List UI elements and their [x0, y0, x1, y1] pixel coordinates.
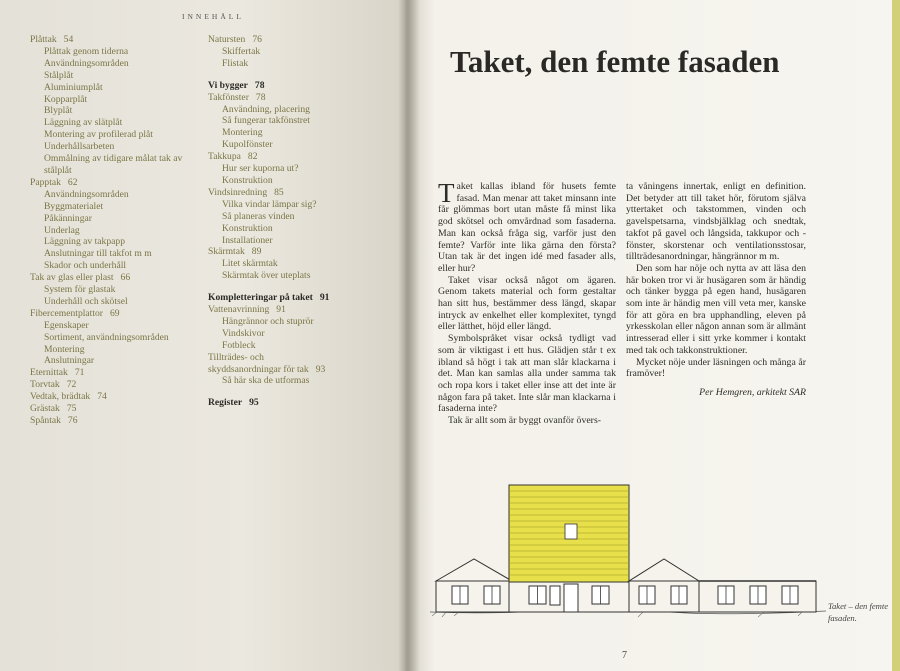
toc-entry	[30, 34, 200, 46]
toc-entry-label: skyddsanordningar för tak	[208, 363, 309, 375]
toc-entry-label: Läggning av takpapp	[44, 236, 125, 248]
toc-entry	[208, 258, 388, 270]
toc-entry-label: Kupolfönster	[222, 139, 273, 151]
toc-entry	[208, 292, 388, 304]
paragraph: Symbolspråket visar också tydligt vad som är viktigast i ett hus. Glädjen står t ex ibland så högt i tak att man slår klackarna i det. Man kan samlas alla under samma tak och ropa kors i taket eller inse att det inte är någon fara på taket. Inte slår man klackarna i fasaderna inte?	[438, 333, 616, 415]
toc-entry	[30, 153, 200, 165]
body-column-1	[438, 178, 616, 427]
toc-entry	[30, 225, 200, 237]
toc-entry	[208, 80, 388, 92]
toc-entry-label: Vi bygger	[208, 79, 248, 91]
toc-entry	[208, 364, 388, 376]
toc-entry-label: Ommålning av tidigare målat tak av	[44, 153, 183, 165]
toc-entry-label: Underhåll och skötsel	[44, 295, 128, 307]
toc-entry-page: 76	[252, 34, 262, 45]
running-head: INNEHÅLL	[182, 12, 244, 21]
toc-entry-label: Plåttak	[30, 34, 57, 45]
toc-entry-page: 62	[67, 176, 78, 188]
toc-entry-label: Eternittak	[30, 367, 68, 379]
toc-entry-label: Skärmtak	[208, 246, 245, 258]
toc-entry-page: 93	[315, 363, 326, 375]
body-column-2	[626, 181, 806, 399]
toc-entry-label: Torvtak	[30, 379, 60, 391]
toc-entry	[30, 320, 200, 332]
toc-entry-label: Register	[208, 397, 243, 409]
toc-entry	[208, 151, 388, 163]
toc-entry	[208, 46, 388, 58]
toc-entry-label: Läggning av slätplåt	[44, 117, 123, 129]
toc-entry-label: Takfönster	[208, 91, 249, 103]
toc-entry-page: 95	[249, 397, 259, 409]
toc-entry	[208, 58, 388, 70]
page-number: 7	[622, 650, 627, 661]
toc-entry-label: Så planeras vinden	[222, 210, 295, 222]
toc-entry-label: Spåntak	[30, 415, 61, 426]
toc-entry-page: 91	[276, 304, 286, 316]
toc-column-2	[208, 34, 388, 409]
toc-entry-label: Användningsområden	[44, 188, 129, 200]
toc-entry-label: Grästak	[30, 403, 60, 415]
toc-entry	[30, 129, 200, 141]
paragraph: Den som har nöje och nytta av att läsa den här boken tror vi är husägaren som är händig och tänker bygga på egen hand, husägaren som inte är händig men vill veta mer, kanske för att göra en bra upphandling, eleven på yrkesskolan eller någon annan som är allmänt intresserad eller i sitt yrke kommer i kontakt med tak och takkonstruktioner.	[626, 262, 806, 356]
toc-entry-label: Skiffertak	[222, 45, 261, 57]
toc-entry-label: Anslutningar	[44, 355, 95, 367]
toc-entry-label: Litet skärmtak	[222, 258, 278, 270]
toc-entry-page: 78	[255, 91, 266, 103]
toc-entry-page: 82	[247, 151, 258, 163]
toc-entry	[30, 58, 200, 70]
toc-entry-page: 74	[97, 391, 107, 403]
toc-entry	[30, 189, 200, 201]
toc-entry	[30, 355, 200, 367]
toc-entry	[208, 104, 388, 116]
toc-entry-label: Skärmtak över uteplats	[222, 270, 311, 282]
toc-entry-label: Konstruktion	[222, 222, 273, 234]
toc-entry	[208, 199, 388, 211]
page-edge	[892, 0, 900, 671]
toc-entry-label: Byggmaterialet	[44, 200, 104, 212]
toc-entry	[208, 223, 388, 235]
toc-entry	[30, 296, 200, 308]
toc-entry-label: Vindskivor	[222, 327, 265, 339]
toc-entry	[30, 236, 200, 248]
toc-entry	[208, 270, 388, 282]
toc-entry-page: 54	[63, 34, 74, 45]
toc-entry-label: Användningsområden	[44, 57, 129, 69]
toc-entry-label: Montering	[222, 127, 263, 139]
illustration-caption: Taket – den femte fasaden.	[828, 601, 889, 623]
toc-entry-label: Kopparplåt	[44, 93, 88, 105]
toc-entry-page: 71	[74, 367, 85, 379]
toc-entry	[208, 352, 388, 364]
toc-entry	[30, 213, 200, 225]
toc-entry-label: Så fungerar takfönstret	[222, 115, 310, 127]
toc-entry-label: Aluminiumplåt	[44, 81, 103, 93]
toc-entry-page: 91	[319, 292, 330, 304]
toc-entry-label: Vindsinredning	[208, 186, 268, 198]
toc-entry-label: Installationer	[222, 234, 273, 246]
toc-entry-label: Så här ska de utformas	[222, 375, 310, 387]
toc-entry	[208, 187, 388, 199]
toc-entry-page: 89	[251, 246, 262, 258]
toc-entry-label: Påkänningar	[44, 212, 92, 224]
toc-entry-label: Kompletteringar på taket	[208, 292, 313, 304]
toc-column-1	[30, 34, 200, 427]
toc-entry	[30, 94, 200, 106]
toc-entry	[30, 308, 200, 320]
toc-entry	[30, 82, 200, 94]
toc-entry-label: Montering	[44, 343, 85, 355]
toc-entry-page: 75	[66, 403, 77, 415]
toc-entry-label: Vattenavrinning	[208, 304, 270, 316]
paragraph: Taket kallas ibland för husets femte fasad. Man menar att taket minsann inte får glömmas bort utan måste få minst lika god skötsel och omvårdnad som fasaderna. Man kan också fråga sig, varför just den femte? Varför inte lika gärna den första? Utan tak är det ingen idé med fasader alls, eller hur?	[438, 178, 616, 274]
toc-entry	[208, 304, 388, 316]
toc-entry	[208, 34, 388, 46]
toc-entry	[30, 105, 200, 117]
toc-entry	[30, 379, 200, 391]
toc-entry	[208, 397, 388, 409]
toc-entry	[30, 165, 200, 177]
chapter-title: Taket, den femte fasaden	[450, 44, 780, 79]
toc-entry	[30, 367, 200, 379]
toc-entry-label: Flistak	[222, 57, 249, 69]
toc-entry	[30, 117, 200, 129]
paragraph: ta våningens innertak, enligt en definition. Det betyder att till taket hör, förutom själva yttertaket och takstommen, vinden och gavelspetsarna, vindsbjälklag och snedtak, takfot på gavel och långsida, takkupor och -fönster, skorstenar och ventilationsstosar, tillträdesanordningar, hängrännor m m.	[626, 181, 806, 263]
toc-entry-label: Anslutningar till takfot m m	[44, 248, 152, 260]
toc-entry	[30, 344, 200, 356]
author-signature: Per Hemgren, arkitekt SAR	[699, 386, 806, 398]
toc-entry	[30, 332, 200, 344]
toc-entry-label: Fotbleck	[222, 339, 256, 351]
toc-entry	[30, 70, 200, 82]
toc-entry	[30, 403, 200, 415]
drop-cap: T	[438, 178, 455, 208]
toc-entry-label: Konstruktion	[222, 174, 273, 186]
toc-entry-label: Vedtak, brädtak	[30, 391, 91, 403]
toc-entry-page: 72	[66, 379, 77, 391]
toc-entry-page: 78	[254, 79, 265, 91]
toc-entry-label: Blyplåt	[44, 105, 73, 117]
toc-entry-label: Hur ser kuporna ut?	[222, 163, 299, 175]
toc-entry-label: Stålplåt	[44, 69, 74, 81]
toc-entry-label: Papptak	[30, 176, 61, 188]
toc-entry	[30, 248, 200, 260]
toc-entry-label: System för glastak	[44, 284, 116, 296]
toc-entry	[30, 260, 200, 272]
toc-entry	[30, 201, 200, 213]
toc-entry-label: Takkupa	[208, 151, 241, 163]
toc-entry	[30, 177, 200, 189]
toc-entry	[30, 141, 200, 153]
book-gutter	[398, 0, 420, 671]
toc-entry	[30, 284, 200, 296]
toc-entry	[208, 139, 388, 151]
toc-entry-label: Natursten	[208, 34, 246, 45]
toc-entry	[208, 211, 388, 223]
house-illustration	[428, 480, 828, 630]
toc-entry-label: Fibercementplattor	[30, 307, 103, 319]
toc-entry	[208, 246, 388, 258]
toc-entry	[208, 235, 388, 247]
toc-entry	[208, 316, 388, 328]
toc-entry	[30, 46, 200, 58]
toc-entry-label: stålplåt	[44, 164, 72, 176]
left-page	[0, 0, 405, 671]
toc-entry-label: Sortiment, användningsområden	[44, 331, 169, 343]
toc-entry-label: Användning, placering	[222, 103, 310, 115]
paragraph: Tak är allt som är byggt ovanför övers-	[448, 415, 602, 427]
toc-entry	[30, 391, 200, 403]
toc-entry-label: Hängrännor och stuprör	[222, 315, 314, 327]
toc-entry-label: Egenskaper	[44, 319, 89, 331]
toc-entry	[208, 92, 388, 104]
toc-entry-label: Montering av profilerad plåt	[44, 129, 153, 141]
toc-entry-page: 69	[110, 307, 120, 319]
toc-entry-page: 76	[67, 415, 78, 426]
toc-entry-label: Vilka vindar lämpar sig?	[222, 198, 317, 210]
toc-entry-page: 66	[120, 272, 131, 284]
toc-entry-label: Skador och underhåll	[44, 260, 127, 272]
toc-entry-label: Plåttak genom tiderna	[44, 45, 129, 57]
toc-entry	[208, 340, 388, 352]
toc-entry	[208, 115, 388, 127]
toc-entry-label: Tak av glas eller plast	[30, 272, 114, 284]
toc-entry	[208, 127, 388, 139]
toc-entry-label: Tillträdes- och	[208, 351, 264, 363]
toc-entry-page: 85	[274, 186, 284, 198]
toc-entry	[208, 163, 388, 175]
paragraph: Taket visar också något om ägaren. Genom takets material och form gestaltar han sitt hus, bestämmer dess längd, skapar intryck av enkelhet eller komplexitet, tyngd eller lätthet, höjd eller längd.	[438, 274, 616, 333]
paragraph: Mycket nöje under läsningen och många år framöver!	[626, 356, 806, 380]
toc-entry-label: Underhållsarbeten	[44, 141, 115, 153]
toc-entry	[208, 328, 388, 340]
toc-entry	[208, 175, 388, 187]
toc-entry	[30, 415, 200, 427]
toc-entry	[208, 375, 388, 387]
toc-entry-label: Underlag	[44, 224, 80, 236]
toc-entry	[30, 272, 200, 284]
